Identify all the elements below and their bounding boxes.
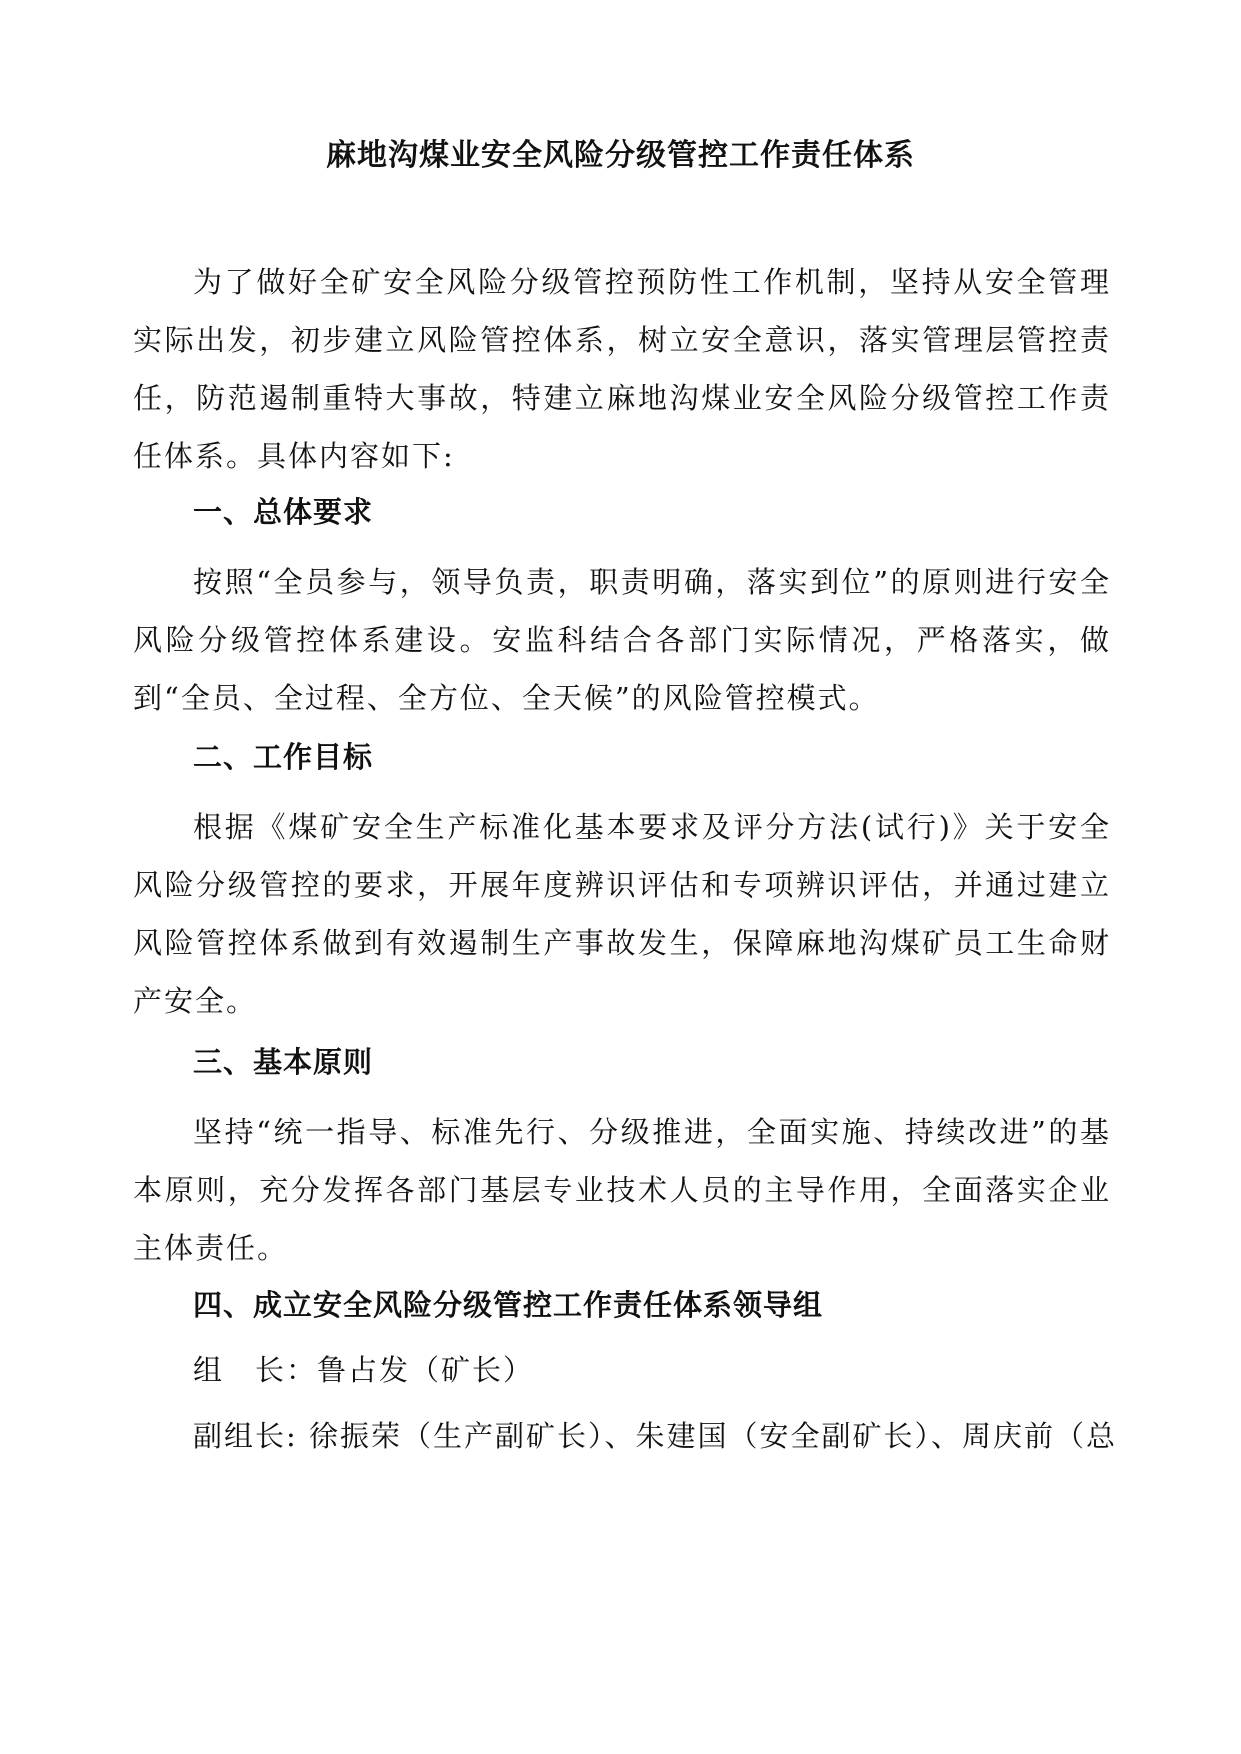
deputy-leader-line: 副组长: 徐振荣（生产副矿长）、朱建国（安全副矿长）、周庆前（总 xyxy=(193,1419,1117,1453)
section-heading-4: 四、成立安全风险分级管控工作责任体系领导组 xyxy=(193,1288,824,1322)
section-heading-1: 一、总体要求 xyxy=(193,495,374,529)
document-title: 麻地沟煤业安全风险分级管控工作责任体系 xyxy=(326,138,915,173)
intro-paragraph: 为了做好全矿安全风险分级管控预防性工作机制，坚持从安全管理实际出发，初步建立风险管控体系，树立安全意识，落实管理层管控责任，防范遏制重特大事故，特建立麻地沟煤业安全风险分级管控工作责任体系。具体内容如下: xyxy=(133,265,1111,473)
section-body-2: 根据《煤矿安全生产标准化基本要求及评分方法(试行)》关于安全风险分级管控的要求，开展年度辨识评估和专项辨识评估，并通过建立风险管控体系做到有效遏制生产事故发生，保障麻地沟煤矿员工生命财产安全。 xyxy=(133,810,1111,1018)
section-heading-3: 三、基本原则 xyxy=(193,1045,374,1079)
leader-line: 组 长：鲁占发（矿长） xyxy=(193,1353,535,1387)
section-body-3: 坚持“统一指导、标准先行、分级推进，全面实施、持续改进”的基本原则，充分发挥各部门基层专业技术人员的主导作用，全面落实企业主体责任。 xyxy=(133,1115,1111,1265)
section-heading-2: 二、工作目标 xyxy=(193,740,374,774)
section-body-1: 按照“全员参与，领导负责，职责明确，落实到位”的原则进行安全风险分级管控体系建设。安监科结合各部门实际情况，严格落实，做到“全员、全过程、全方位、全天候”的风险管控模式。 xyxy=(133,565,1111,715)
